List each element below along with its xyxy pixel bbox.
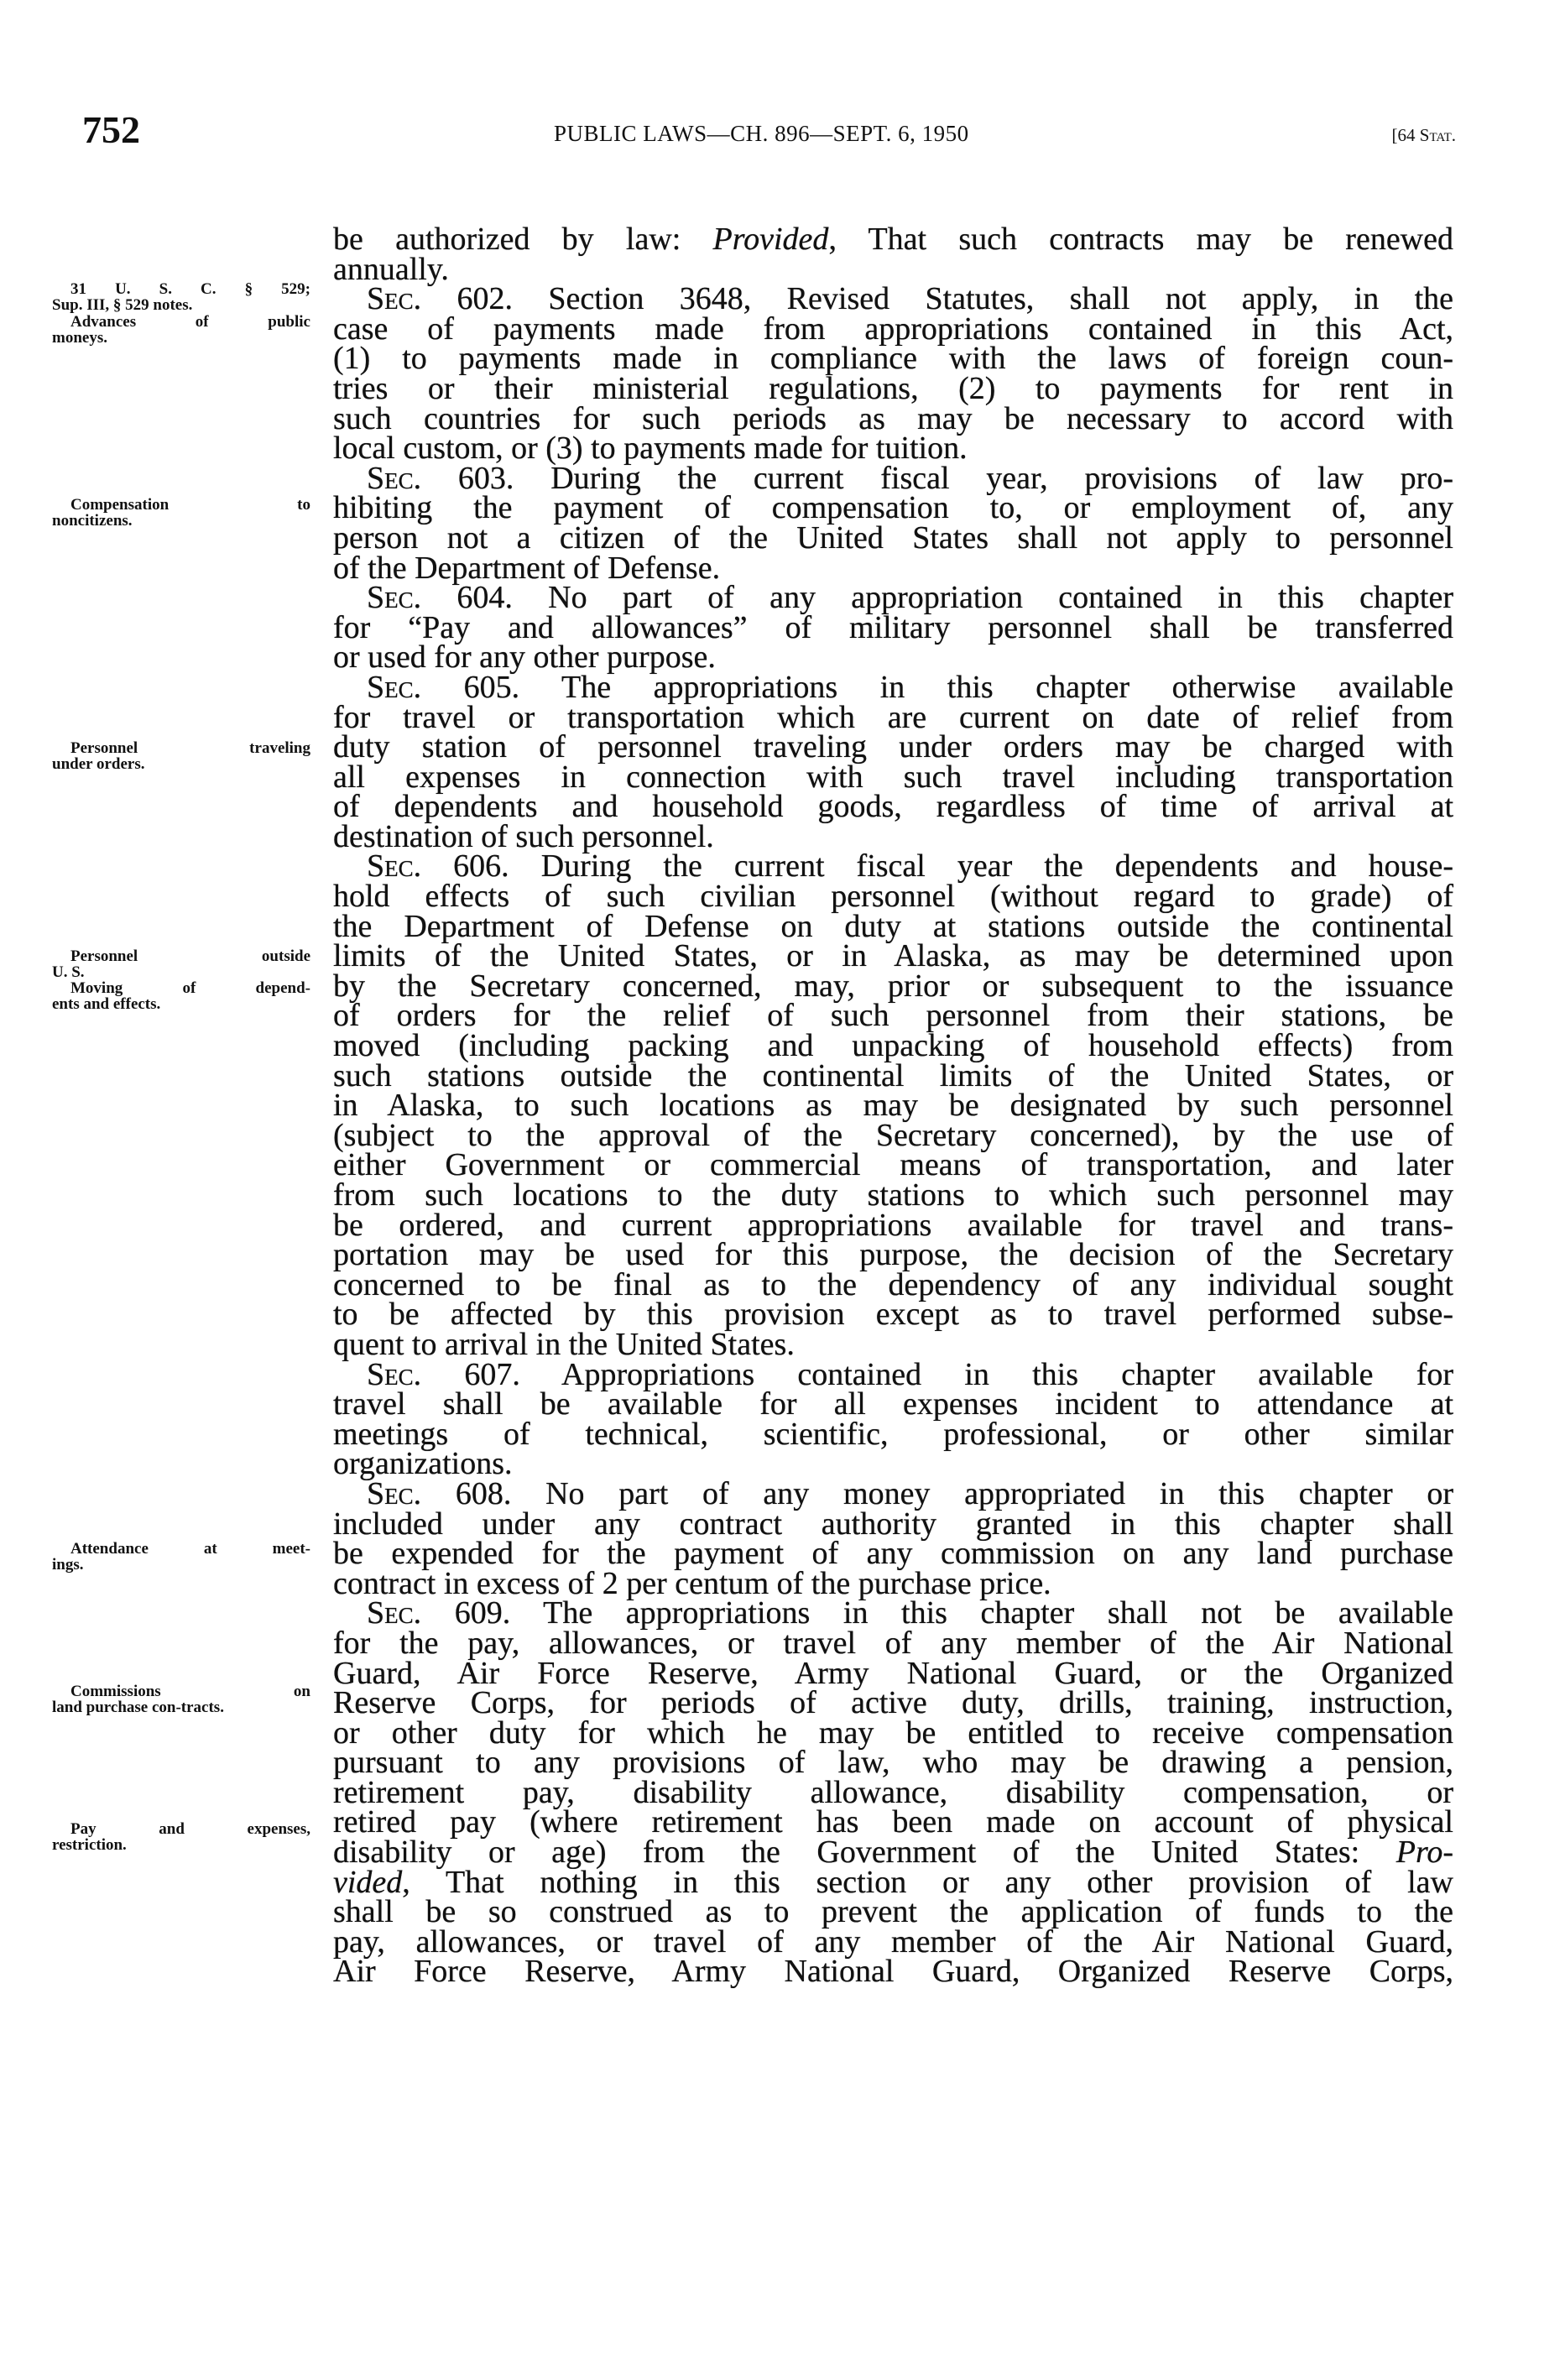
text-line — [333, 460, 1453, 496]
text-line — [333, 1028, 1453, 1064]
text-line — [333, 431, 1453, 467]
text-line — [333, 669, 1453, 705]
text-run: local custom, or (3) to payments made for tuition. — [333, 431, 968, 467]
text-run: all expenses in connection with such travel including transportation — [333, 759, 1453, 795]
text-line — [333, 789, 1453, 825]
text-line — [333, 879, 1453, 915]
text-line — [333, 1057, 1453, 1093]
text-run: the Department of Defense on duty at stations outside the continental — [333, 908, 1453, 944]
text-line — [333, 818, 1453, 854]
text-run: No part of any money appropriated in this chapter or — [511, 1475, 1453, 1511]
text-run: quent to arrival in the United States. — [333, 1326, 795, 1362]
text-run: be ordered, and current appropriations available for travel and trans- — [333, 1207, 1453, 1243]
text-run: of orders for the relief of such personnel from their stations, be — [333, 998, 1453, 1034]
text-run: such countries for such periods as may be necessary to accord with — [333, 400, 1453, 436]
italic-text: Provided — [712, 222, 829, 257]
text-run: included under any contract authority granted in this chapter shall — [333, 1506, 1453, 1542]
margin-note-compensation: Compensation to noncitizens. — [52, 496, 310, 530]
text-run: Appropriations contained in this chapter available for — [519, 1356, 1453, 1392]
text-line — [333, 1745, 1453, 1781]
text-run: shall be so construed as to prevent the application of funds to the — [333, 1894, 1453, 1930]
text-line — [333, 311, 1453, 347]
text-line — [333, 1804, 1453, 1840]
section-label: Sec. 604. — [367, 580, 513, 616]
section-label: Sec. 602. — [367, 281, 514, 317]
text-line — [333, 1326, 1453, 1362]
margin-note-personnel-outside: Personnel outside U. S. — [52, 947, 310, 981]
text-line — [333, 1475, 1453, 1511]
text-line — [333, 1954, 1453, 1990]
text-line — [333, 341, 1453, 377]
text-line — [333, 1356, 1453, 1392]
text-line — [333, 1297, 1453, 1333]
text-run: pursuant to any provisions of law, who may be drawing a pension, — [333, 1745, 1453, 1781]
text-line — [333, 1894, 1453, 1930]
text-line — [333, 370, 1453, 406]
text-line — [333, 580, 1453, 616]
text-line — [333, 1685, 1453, 1721]
running-head: PUBLIC LAWS—CH. 896—SEPT. 6, 1950 — [554, 121, 969, 146]
text-line — [333, 1088, 1453, 1124]
section-label: Sec. 605. — [367, 669, 520, 705]
text-run: portation may be used for this purpose, the decision of the Secretary — [333, 1237, 1453, 1273]
text-run: , That nothing in this section or any other provision of law — [402, 1864, 1453, 1900]
text-line — [333, 1655, 1453, 1691]
text-line — [333, 400, 1453, 436]
section-label: Sec. 603. — [367, 460, 514, 496]
text-run: (1) to payments made in compliance with the laws of foreign coun- — [333, 341, 1453, 377]
text-line — [333, 1774, 1453, 1810]
text-run: No part of any appropriation contained in this chapter — [512, 580, 1453, 616]
text-line — [333, 1565, 1453, 1601]
text-run: retirement pay, disability allowance, disability compensation, or — [333, 1774, 1453, 1810]
text-run: hold effects of such civilian personnel (without regard to grade) of — [333, 879, 1453, 915]
text-line — [333, 1207, 1453, 1243]
text-line — [333, 1386, 1453, 1422]
text-line — [333, 251, 1453, 287]
text-run: from such locations to the duty stations to which such personnel may — [333, 1177, 1453, 1213]
text-line — [333, 1536, 1453, 1572]
text-line — [333, 1835, 1453, 1871]
text-run: disability or age) from the Government of the United States: — [333, 1835, 1396, 1871]
text-line — [333, 1266, 1453, 1302]
text-line — [333, 1715, 1453, 1751]
section-label: Sec. 606. — [367, 848, 509, 885]
text-line — [333, 222, 1453, 257]
text-run: Guard, Air Force Reserve, Army National Guard, or the Organized — [333, 1655, 1453, 1691]
margin-note-personnel-traveling: Personnel traveling under orders. — [52, 739, 310, 773]
text-line — [333, 1147, 1453, 1183]
text-line — [333, 968, 1453, 1004]
text-run: The appropriations in this chapter shall not be available — [510, 1595, 1454, 1631]
text-run: such stations outside the continental limits of the United States, or — [333, 1057, 1453, 1093]
margin-note-commissions: Commissions on land purchase con-tracts. — [52, 1683, 310, 1716]
text-run: or other duty for which he may be entitled to receive compensation — [333, 1715, 1453, 1751]
text-line — [333, 550, 1453, 586]
text-line — [333, 1923, 1453, 1960]
text-run: (subject to the approval of the Secretary concerned), by the use of — [333, 1117, 1453, 1153]
statute-body-text — [333, 222, 1454, 1990]
text-line — [333, 938, 1453, 974]
text-run: for the pay, allowances, or travel of any member of the Air National — [333, 1625, 1453, 1661]
page-number: 752 — [82, 108, 140, 151]
text-run: meetings of technical, scientific, professional, or other similar — [333, 1416, 1453, 1452]
text-run: case of payments made from appropriations contained in this Act, — [333, 311, 1453, 347]
text-run: limits of the United States, or in Alaska, as may be determined upon — [333, 938, 1453, 974]
text-line — [333, 1506, 1453, 1542]
text-line — [333, 729, 1453, 765]
text-run: travel shall be available for all expenses incident to attendance at — [333, 1386, 1453, 1422]
margin-note-pay-restriction: Pay and expenses, restriction. — [52, 1820, 310, 1854]
text-run: During the current fiscal year, provisions of law pro- — [514, 460, 1453, 496]
text-line — [333, 1416, 1453, 1452]
text-run: to be affected by this provision except as to travel performed subse- — [333, 1297, 1453, 1333]
text-run: of dependents and household goods, regardless of time of arrival at — [333, 789, 1453, 825]
text-line — [333, 519, 1453, 556]
text-run: either Government or commercial means of transportation, and later — [333, 1147, 1453, 1183]
text-line — [333, 1864, 1453, 1900]
italic-text: Pro- — [1395, 1835, 1453, 1871]
text-line — [333, 639, 1453, 676]
text-run: Air Force Reserve, Army National Guard, Organized Reserve Corps, — [333, 1954, 1453, 1990]
text-run: The appropriations in this chapter otherwise available — [519, 669, 1453, 705]
text-run: annually. — [333, 251, 449, 287]
section-label: Sec. 608. — [367, 1475, 512, 1511]
text-run: be expended for the payment of any commission on any land purchase — [333, 1536, 1453, 1572]
text-run: organizations. — [333, 1446, 513, 1482]
text-run: pay, allowances, or travel of any member of the Air National Guard, — [333, 1923, 1453, 1960]
text-line — [333, 1595, 1454, 1631]
text-line — [333, 759, 1453, 795]
text-line — [333, 908, 1453, 944]
text-run: for travel or transportation which are current on date of relief from — [333, 699, 1453, 735]
text-line — [333, 699, 1453, 735]
margin-note-citation: 31 U. S. C. § 529; Sup. III, § 529 notes. — [52, 280, 310, 314]
text-run: , That such contracts may be renewed — [828, 222, 1453, 257]
text-run: or used for any other purpose. — [333, 639, 716, 676]
text-run: in Alaska, to such locations as may be designated by such personnel — [333, 1088, 1453, 1124]
text-run: Reserve Corps, for periods of active duty, drills, training, instruction, — [333, 1685, 1453, 1721]
text-line — [333, 490, 1453, 526]
text-run: be authorized by law: — [333, 222, 713, 257]
text-line — [333, 1237, 1453, 1273]
text-run: of the Department of Defense. — [333, 550, 721, 586]
text-run: retired pay (where retirement has been made on account of physical — [333, 1804, 1453, 1840]
text-line — [333, 1117, 1453, 1153]
text-run: During the current fiscal year the dependents and house- — [509, 848, 1453, 885]
text-run: tries or their ministerial regulations, (2) to payments for rent in — [333, 370, 1453, 406]
text-run: concerned to be final as to the dependency of any individual sought — [333, 1266, 1453, 1302]
text-run: for “Pay and allowances” of military personnel shall be transferred — [333, 609, 1453, 645]
text-line — [333, 1177, 1453, 1213]
text-line — [333, 998, 1453, 1034]
text-run: contract in excess of 2 per centum of the purchase price. — [333, 1565, 1051, 1601]
section-label: Sec. 607. — [367, 1356, 520, 1392]
margin-note-advances: Advances of public moneys. — [52, 313, 310, 347]
margin-note-moving-dependents: Moving of depend- ents and effects. — [52, 979, 310, 1013]
text-run: person not a citizen of the United States shall not apply to personnel — [333, 519, 1453, 556]
section-label: Sec. 609. — [367, 1595, 511, 1631]
text-line — [333, 1446, 1453, 1482]
text-line — [333, 281, 1454, 317]
text-run: hibiting the payment of compensation to, or employment of, any — [333, 490, 1453, 526]
text-run: by the Secretary concerned, may, prior or subsequent to the issuance — [333, 968, 1453, 1004]
text-run: duty station of personnel traveling under orders may be charged with — [333, 729, 1453, 765]
margin-note-attendance: Attendance at meet- ings. — [52, 1540, 310, 1574]
text-line — [333, 848, 1453, 885]
text-run: destination of such personnel. — [333, 818, 714, 854]
text-line — [333, 1625, 1453, 1661]
italic-text: vided — [333, 1864, 403, 1900]
text-run: Section 3648, Revised Statutes, shall not apply, in the — [513, 281, 1454, 317]
statute-reference: [64 Stat. — [1391, 125, 1456, 145]
text-run: moved (including packing and unpacking of household effects) from — [333, 1028, 1453, 1064]
text-line — [333, 609, 1453, 645]
